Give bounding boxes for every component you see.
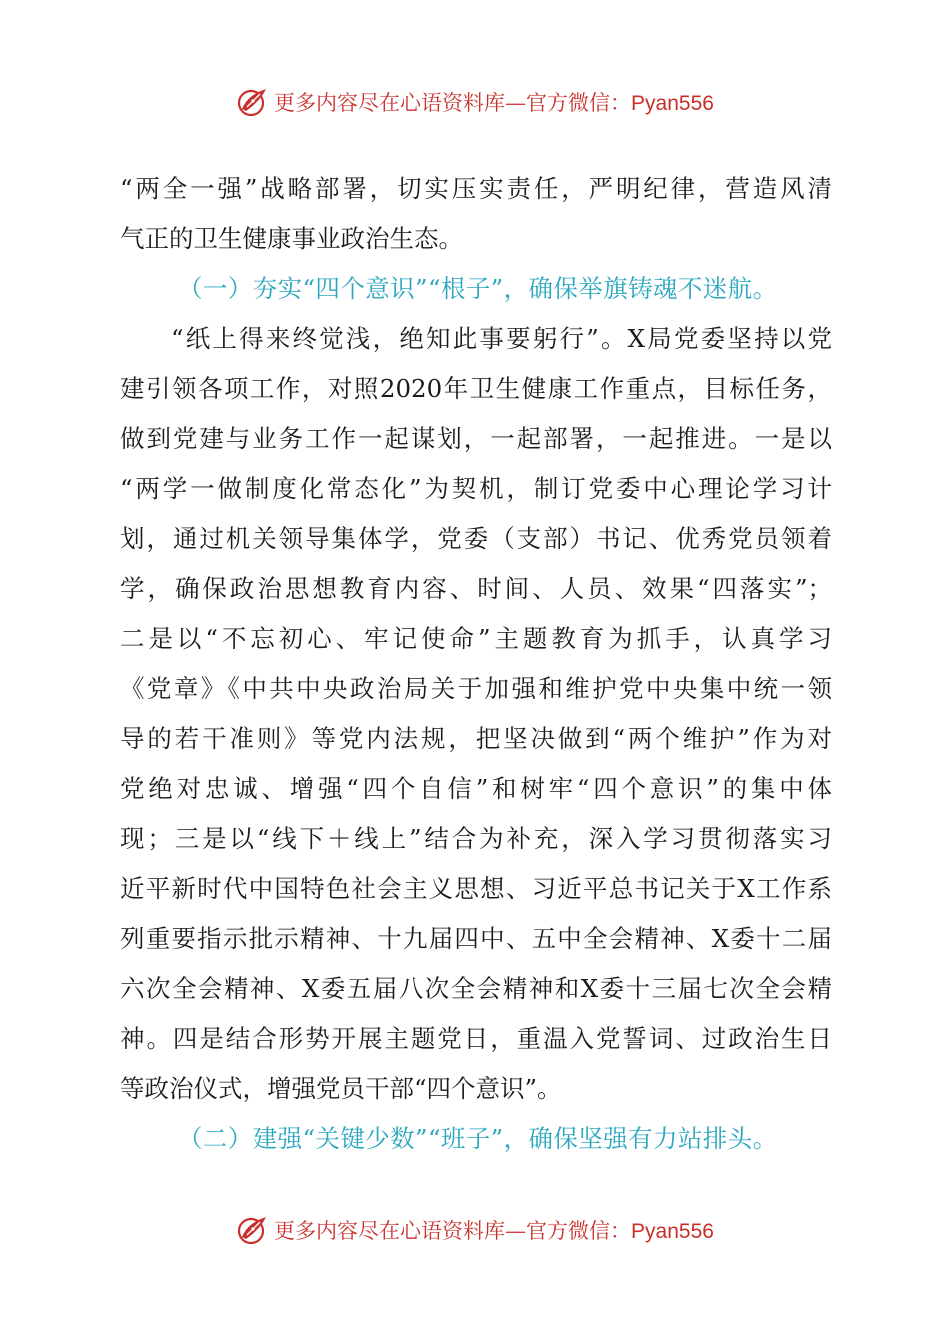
body-line: 导的若干准则》等党内法规，把坚决做到“两个维护”作为对 <box>120 724 832 753</box>
body-line: 六次全会精神、X委五届八次全会精神和X委十三届七次全会精 <box>120 974 832 1003</box>
pen-nib-logo-icon <box>236 85 270 119</box>
section-heading: （一）夯实“四个意识”“根子”，确保举旗铸魂不迷航。 <box>178 274 778 303</box>
body-line: 学，确保政治思想教育内容、时间、人员、效果“四落实”； <box>120 574 832 603</box>
header-watermark-banner <box>0 82 950 122</box>
body-line: “纸上得来终觉浅，绝知此事要躬行”。X局党委坚持以党 <box>171 324 832 353</box>
body-line: 列重要指示批示精神、十九届四中、五中全会精神、X委十二届 <box>120 924 832 953</box>
body-line: 近平新时代中国特色社会主义思想、习近平总书记关于X工作系 <box>120 874 832 903</box>
body-line: 划，通过机关领导集体学，党委（支部）书记、优秀党员领着 <box>120 524 832 553</box>
section-heading: （二）建强“关键少数”“班子”，确保坚强有力站排头。 <box>178 1124 778 1153</box>
footer-watermark-banner <box>0 1210 950 1250</box>
body-line: 《党章》《中共中央政治局关于加强和维护党中央集中统一领 <box>120 674 832 703</box>
body-line: “两全一强”战略部署，切实压实责任，严明纪律，营造风清 <box>120 174 832 203</box>
body-line: 二是以“不忘初心、牢记使命”主题教育为抓手，认真学习 <box>120 624 832 653</box>
body-line: 现；三是以“线下＋线上”结合为补充，深入学习贯彻落实习 <box>120 824 832 853</box>
document-body <box>120 164 832 1164</box>
body-line: 做到党建与业务工作一起谋划，一起部署，一起推进。一是以 <box>120 424 832 453</box>
body-line: 党绝对忠诚、增强“四个自信”和树牢“四个意识”的集中体 <box>120 774 832 803</box>
banner-text: 更多内容尽在心语资料库—官方微信：Pyan556 <box>274 91 714 115</box>
banner-text: 更多内容尽在心语资料库—官方微信：Pyan556 <box>274 1219 714 1243</box>
body-line: 神。四是结合形势开展主题党日，重温入党誓词、过政治生日 <box>120 1024 832 1053</box>
body-line: 建引领各项工作，对照2020年卫生健康工作重点，目标任务， <box>120 374 832 403</box>
pen-nib-logo-icon <box>236 1213 270 1247</box>
body-line: “两学一做制度化常态化”为契机，制订党委中心理论学习计 <box>120 474 832 503</box>
body-line: 气正的卫生健康事业政治生态。 <box>120 224 463 253</box>
body-line: 等政治仪式，增强党员干部“四个意识”。 <box>120 1074 562 1103</box>
